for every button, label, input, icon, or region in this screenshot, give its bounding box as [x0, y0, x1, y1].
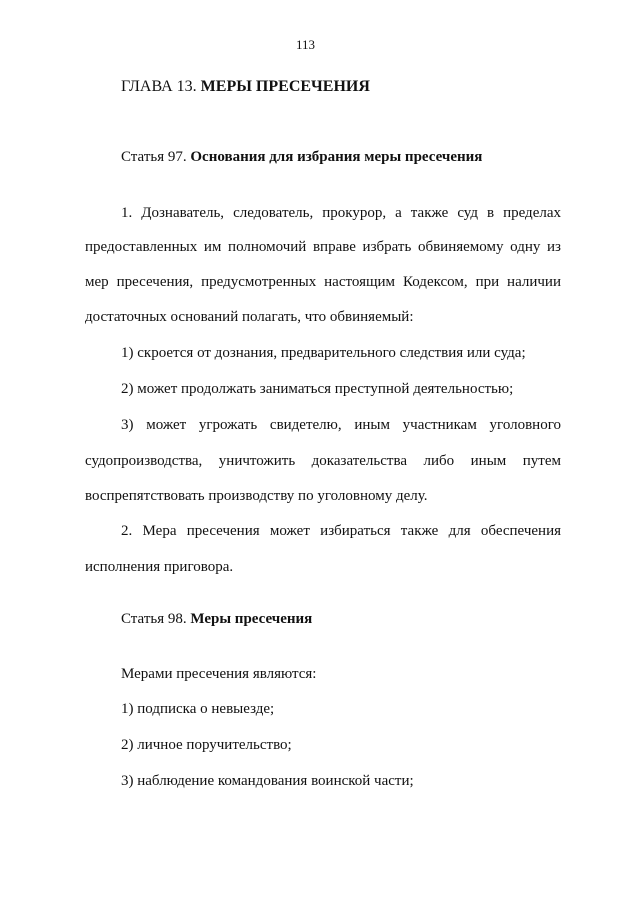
- article-98-item-2: 2) личное поручительство;: [121, 737, 292, 753]
- page-number: 113: [296, 37, 316, 52]
- article-97-paragraph-2-line-1: 2. Мера пресечения может избираться также для обеспечения: [121, 523, 561, 539]
- chapter-prefix: ГЛАВА 13.: [121, 78, 197, 95]
- article-98-item-1: 1) подписка о невыезде;: [121, 701, 275, 717]
- article-97-paragraph-1-line-3: мер пресечения, предусмотренных настоящим Кодексом, при наличии: [85, 274, 561, 290]
- article-97-heading: [121, 148, 482, 166]
- article-97-paragraph-1-line-2: предоставленных им полномочий вправе избрать обвиняемому одну из: [85, 239, 561, 255]
- article-98-item-3: 3) наблюдение командования воинской части;: [121, 773, 414, 789]
- article-97-paragraph-2-line-2: исполнения приговора.: [85, 559, 234, 575]
- article-97-title: Основания для избрания меры пресечения: [190, 149, 483, 165]
- article-97-item-3-line-3: воспрепятствовать производству по уголовному делу.: [85, 488, 428, 504]
- article-98-heading: [121, 610, 312, 628]
- article-98-title: Меры пресечения: [190, 611, 313, 627]
- chapter-heading: [121, 78, 370, 96]
- article-98-prefix: Статья 98.: [121, 611, 187, 627]
- article-97-item-3-line-2: судопроизводства, уничтожить доказательства либо иным путем: [85, 453, 561, 469]
- article-97-item-3-line-1: 3) может угрожать свидетелю, иным участникам уголовного: [121, 417, 561, 433]
- article-98-intro: Мерами пресечения являются:: [121, 666, 317, 682]
- article-97-prefix: Статья 97.: [121, 149, 187, 165]
- article-97-paragraph-1-line-4: достаточных оснований полагать, что обвиняемый:: [85, 309, 414, 325]
- article-97-item-1: 1) скроется от дознания, предварительного следствия или суда;: [121, 345, 526, 361]
- article-97-item-2: 2) может продолжать заниматься преступной деятельностью;: [121, 381, 514, 397]
- article-97-paragraph-1-line-1: 1. Дознаватель, следователь, прокурор, а также суд в пределах: [121, 205, 561, 221]
- chapter-title: МЕРЫ ПРЕСЕЧЕНИЯ: [200, 78, 370, 95]
